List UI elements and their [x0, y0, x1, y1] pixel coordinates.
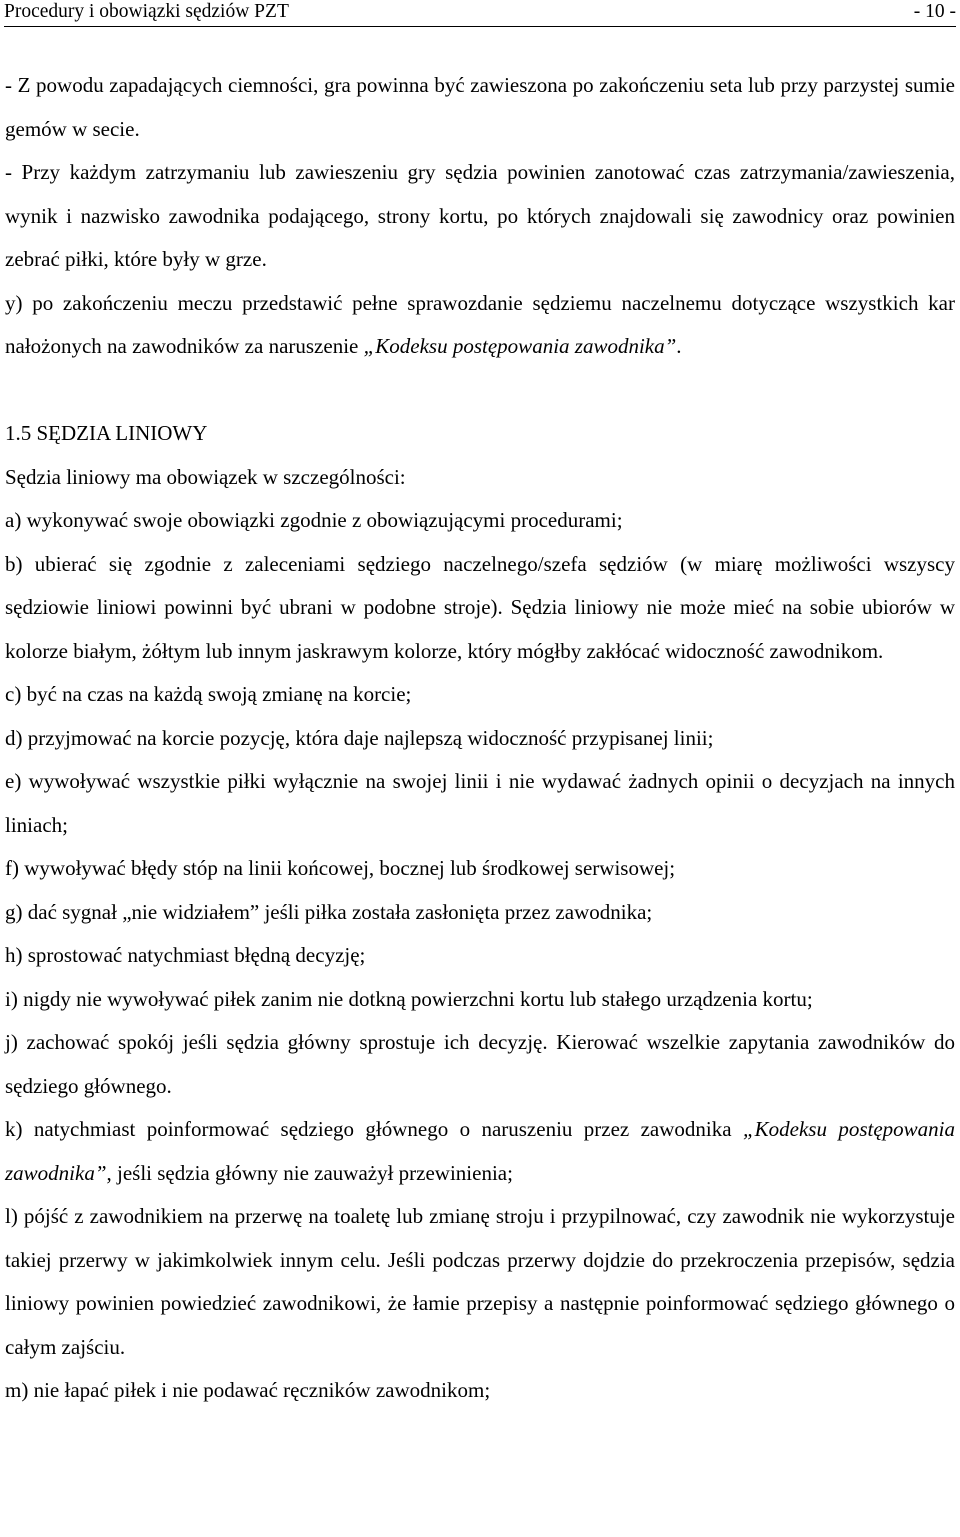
section-gap	[5, 369, 955, 413]
list-item-c: c) być na czas na każdą swoją zmianę na korcie;	[5, 682, 412, 706]
list-item-m: m) nie łapać piłek i nie podawać ręczników zawodnikom;	[5, 1378, 491, 1402]
item-k-text: k) natychmiast poinformować sędziego głównego o naruszeniu przez zawodnika	[5, 1117, 743, 1141]
list-item-i: i) nigdy nie wywoływać piłek zanim nie dotkną powierzchni kortu lub stałego urządzenia kortu;	[5, 986, 813, 1011]
list-item-e: e) wywoływać wszystkie piłki wyłącznie na swojej linii i nie wydawać żadnych opinii o decyzjach na innych liniach;	[5, 769, 955, 837]
section-heading: 1.5 SĘDZIA LINIOWY	[5, 421, 208, 445]
list-item-k	[5, 1108, 955, 1195]
document-body	[5, 64, 955, 1413]
header-title: Procedury i obowiązki sędziów PZT	[4, 1, 289, 22]
item-y-code-title: „Kodeksu postępowania zawodnika”	[363, 334, 677, 358]
page-number: - 10 -	[913, 1, 956, 22]
paragraph-item-y	[5, 282, 955, 369]
list-item-f: f) wywoływać błędy stóp na linii końcowej, bocznej lub środkowej serwisowej;	[5, 856, 676, 880]
page-header	[4, 0, 956, 27]
item-y-text: y) po zakończeniu meczu przedstawić pełne sprawozdanie sędziemu naczelnemu dotyczące wszystkich kar nałożonych na zawodników za naruszenie	[5, 290, 955, 358]
item-y-end: .	[676, 334, 682, 358]
list-item-h: h) sprostować natychmiast błędną decyzję;	[5, 943, 366, 967]
section-intro: Sędzia liniowy ma obowiązek w szczególności:	[5, 464, 406, 489]
paragraph-darkness: - Z powodu zapadających ciemności, gra powinna być zawieszona po zakończeniu seta lub przy parzystej sumie gemów w secie.	[5, 73, 955, 141]
list-item-l: l) pójść z zawodnikiem na przerwę na toaletę lub zmianę stroju i przypilnować, czy zawodnik nie wykorzystuje takiej przerwy w jakimkolwiek innym celu. Jeśli podczas przerwy dojdzie do przekroczenia przepisów, sędzia liniowy powinien powiedzieć zawodnikowi, że łamie przepisy a następnie poinformować sędziego głównego o całym zajściu.	[5, 1204, 955, 1359]
list-item-d: d) przyjmować na korcie pozycję, która daje najlepszą widoczność przypisanej linii;	[5, 725, 714, 750]
list-item-g: g) dać sygnał „nie widziałem” jeśli piłka została zasłonięta przez zawodnika;	[5, 899, 653, 924]
item-k-end: , jeśli sędzia główny nie zauważył przewinienia;	[106, 1160, 513, 1185]
paragraph-suspension: - Przy każdym zatrzymaniu lub zawieszeniu gry sędzia powinien zanotować czas zatrzymania/zawieszenia, wynik i nazwisko zawodnika podającego, strony kortu, po których znajdowali się zawodnicy oraz powinien zebrać piłki, które były w grze.	[5, 160, 955, 271]
list-item-j: j) zachować spokój jeśli sędzia główny sprostuje ich decyzję. Kierować wszelkie zapytania zawodników do sędziego głównego.	[5, 1030, 955, 1098]
list-item-a: a) wykonywać swoje obowiązki zgodnie z obowiązującymi procedurami;	[5, 508, 623, 532]
list-item-b: b) ubierać się zgodnie z zaleceniami sędziego naczelnego/szefa sędziów (w miarę możliwości wszyscy sędziowie liniowi powinni być ubrani w podobne stroje). Sędzia liniowy nie może mieć na sobie ubiorów w kolorze białym, żółtym lub innym jaskrawym kolorze, który mógłby zakłócać widoczność zawodnikom.	[5, 551, 955, 663]
item-k-code-title: „Kodeksu postępowania zawodnika”	[5, 1117, 955, 1185]
